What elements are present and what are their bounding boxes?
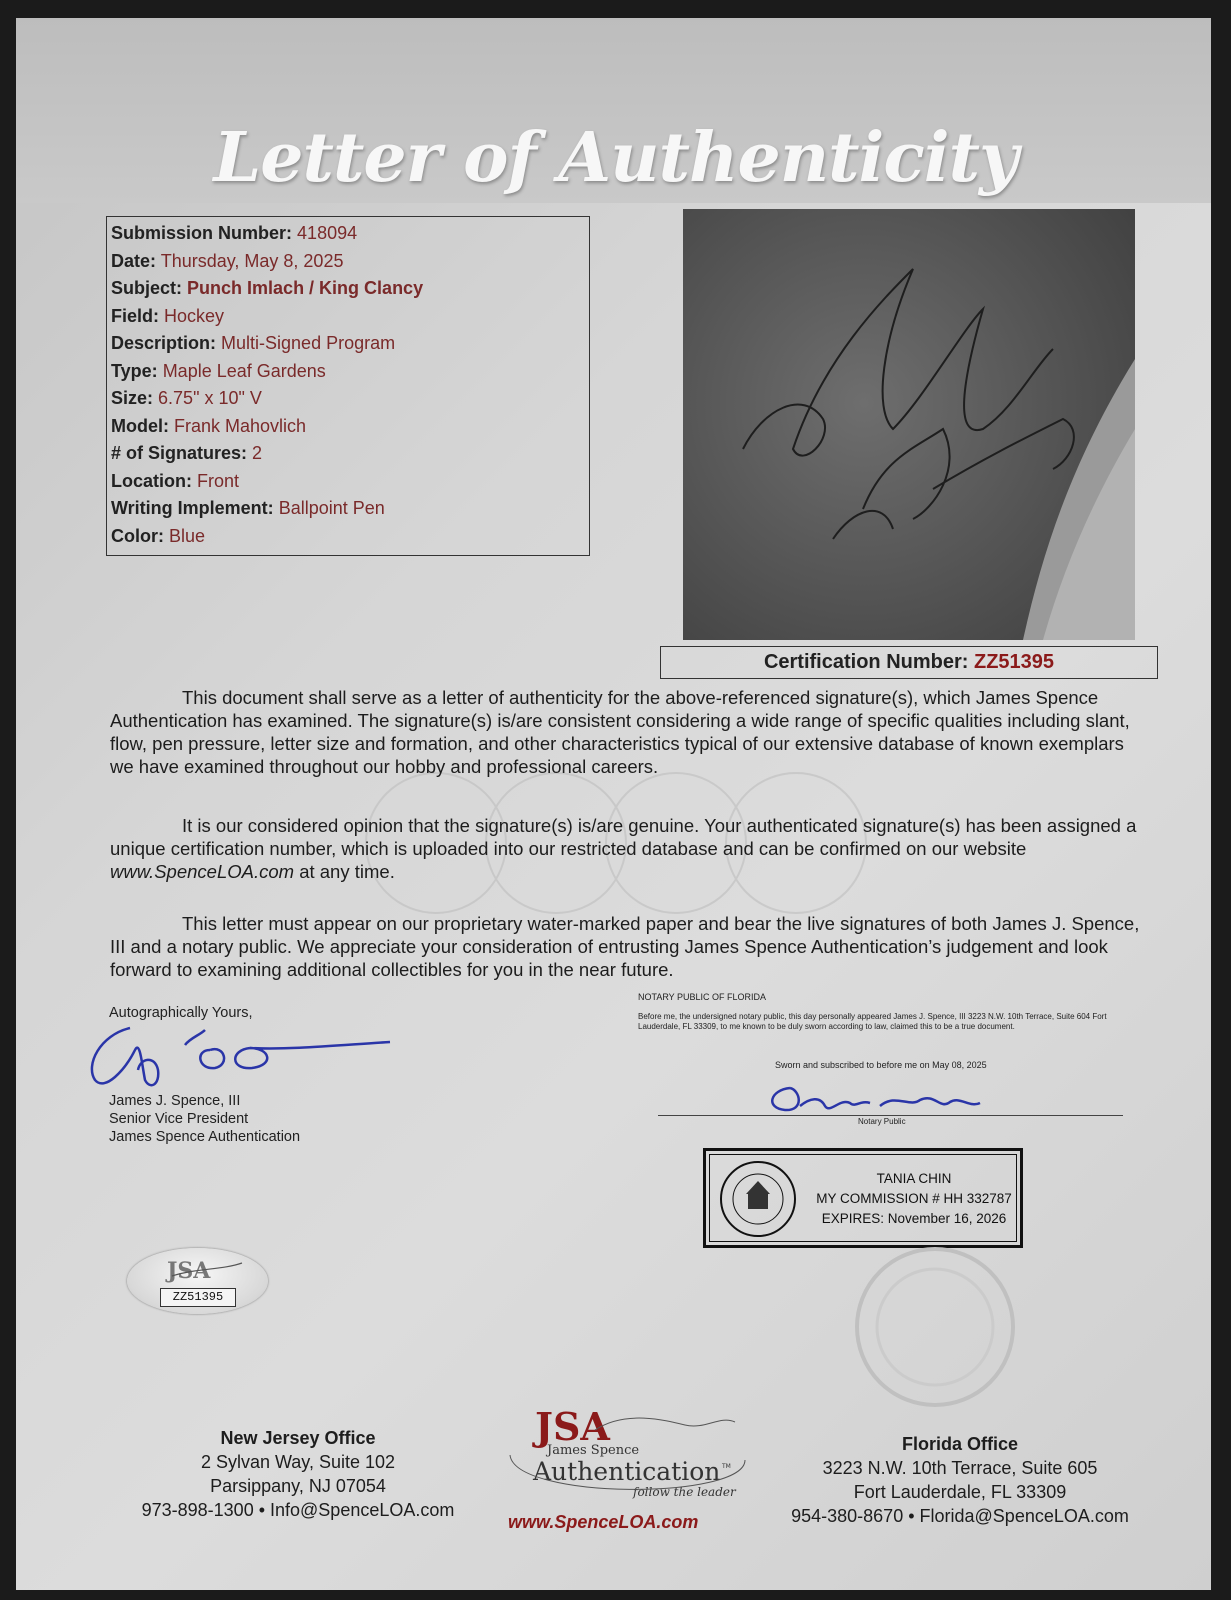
logo-authentication: Authentication <box>533 1457 721 1486</box>
notary-sworn: Sworn and subscribed to before me on May 08, 2025 <box>775 1060 987 1070</box>
logo-tagline: follow the leader <box>633 1485 736 1499</box>
paragraph-3: This letter must appear on our proprietary water-marked paper and bear the live signatures of both James J. Spence, III and a notary public. We appreciate your consideration of entrusting James Spence Authentication’s judgement and look forward to examining additional collectibles for you in the near future. <box>110 913 1140 980</box>
notary-line <box>658 1115 1123 1116</box>
detail-label: Location: <box>111 470 192 491</box>
detail-value: Multi-Signed Program <box>221 333 396 353</box>
detail-label: Model: <box>111 415 169 436</box>
detail-label: Subject: <box>111 278 183 298</box>
detail-row <box>111 223 585 251</box>
state-seal-icon <box>718 1159 798 1239</box>
detail-row <box>111 251 585 279</box>
detail-label: Submission Number: <box>111 223 293 243</box>
embossed-seal <box>825 1247 1045 1407</box>
details-box <box>106 216 590 556</box>
detail-row <box>111 306 585 334</box>
footer-website: www.SpenceLOA.com <box>508 1512 699 1532</box>
detail-value: 418094 <box>297 223 358 243</box>
detail-label: Field: <box>111 305 159 326</box>
detail-value: 2 <box>252 443 263 463</box>
detail-value: Thursday, May 8, 2025 <box>160 250 344 271</box>
fl-office-heading: Florida Office <box>901 1434 1018 1454</box>
stamp-expires: EXPIRES: November 16, 2026 <box>821 1211 1007 1226</box>
nj-office-heading: New Jersey Office <box>220 1428 376 1448</box>
item-photo <box>683 209 1135 640</box>
certification-label: Certification Number: <box>763 651 969 673</box>
detail-label: Writing Implement: <box>111 498 274 518</box>
notary-heading: NOTARY PUBLIC OF FLORIDA <box>638 992 767 1002</box>
signer-company: James Spence Authentication <box>109 1129 301 1145</box>
detail-label: # of Signatures: <box>111 443 248 463</box>
paragraph-2-website: www.SpenceLOA.com <box>110 861 295 882</box>
detail-value: Ballpoint Pen <box>278 498 385 518</box>
detail-label: Date: <box>111 250 157 271</box>
jsa-logo <box>505 1400 755 1510</box>
paragraph-2 <box>110 814 1150 883</box>
notary-stamp <box>703 1148 1023 1248</box>
stamp-text <box>809 1169 1019 1229</box>
detail-value: 6.75" x 10" V <box>158 388 262 408</box>
detail-value: Punch Imlach / King Clancy <box>187 278 424 298</box>
detail-row <box>111 278 585 306</box>
detail-row <box>111 526 585 554</box>
signer-role: Senior Vice President <box>109 1111 249 1127</box>
logo-tm: TM <box>722 1463 731 1470</box>
nj-office-line1: 2 Sylvan Way, Suite 102 <box>200 1452 396 1472</box>
detail-label: Type: <box>111 360 158 381</box>
certification-number: ZZ51395 <box>973 651 1055 673</box>
fl-office-contact: 954-380-8670 • Florida@SpenceLOA.com <box>791 1506 1129 1526</box>
fl-office-line2: Fort Lauderdale, FL 33309 <box>853 1482 1067 1502</box>
stamp-commission: MY COMMISSION # HH 332787 <box>816 1191 1012 1206</box>
detail-label: Size: <box>111 388 154 408</box>
stamp-name: TANIA CHIN <box>876 1171 952 1186</box>
detail-row <box>111 498 585 526</box>
certification-box <box>660 646 1158 679</box>
closing: Autographically Yours, <box>109 1005 253 1021</box>
detail-row <box>111 443 585 471</box>
hologram-jsa-text: JSA <box>167 1258 211 1284</box>
detail-label: Description: <box>111 333 217 353</box>
paragraph-2-end: at any time. <box>294 861 395 882</box>
notary-text: Before me, the undersigned notary public, this day personally appeared James J. Spence, III 3223 N.W. 10th Terrace, Suite 604 Fort Lauderdale, FL 33309, to me known to be duly sworn according to law, claimed this to be a true document. <box>638 1012 1107 1031</box>
nj-office <box>118 1426 478 1522</box>
detail-value: Maple Leaf Gardens <box>162 360 326 381</box>
detail-value: Blue <box>169 525 206 546</box>
paragraph-2-text: It is our considered opinion that the signature(s) is/are genuine. Your authenticated signature(s) has been assigned a unique certification number, which is uploaded into our restricted database and can be confirmed on our website <box>110 815 1137 859</box>
paragraph-1: This document shall serve as a letter of authenticity for the above-referenced signature(s), which James Spence Authentication has examined. The signature(s) is/are consistent considering a wide range of specific qualities including slant, flow, pen pressure, letter size and formation, and other characteristics typical of our extensive database of known exemplars we have examined throughout our hobby and professional careers. <box>110 687 1130 777</box>
fl-office-line1: 3223 N.W. 10th Terrace, Suite 605 <box>822 1458 1098 1478</box>
detail-row <box>111 361 585 389</box>
logo-name: James Spence <box>547 1443 640 1458</box>
nj-office-contact: 973-898-1300 • Info@SpenceLOA.com <box>141 1500 455 1520</box>
detail-row <box>111 416 585 444</box>
detail-label: Color: <box>111 525 164 546</box>
detail-row <box>111 388 585 416</box>
page-title: Letter of Authenticity <box>213 118 1018 198</box>
nj-office-line2: Parsippany, NJ 07054 <box>210 1476 386 1496</box>
detail-row <box>111 333 585 361</box>
detail-value: Hockey <box>164 305 225 326</box>
detail-value: Front <box>197 470 240 491</box>
fl-office <box>760 1432 1160 1528</box>
detail-value: Frank Mahovlich <box>174 415 307 436</box>
signer-block <box>109 1092 300 1146</box>
detail-row <box>111 471 585 499</box>
signer-name: James J. Spence, III <box>109 1093 241 1109</box>
signed-photo-image <box>683 209 1135 640</box>
logo-jsa: JSA <box>535 1404 610 1449</box>
notary-label: Notary Public <box>858 1117 906 1126</box>
hologram-number: ZZ51395 <box>160 1288 236 1307</box>
spence-signature <box>80 1010 400 1100</box>
